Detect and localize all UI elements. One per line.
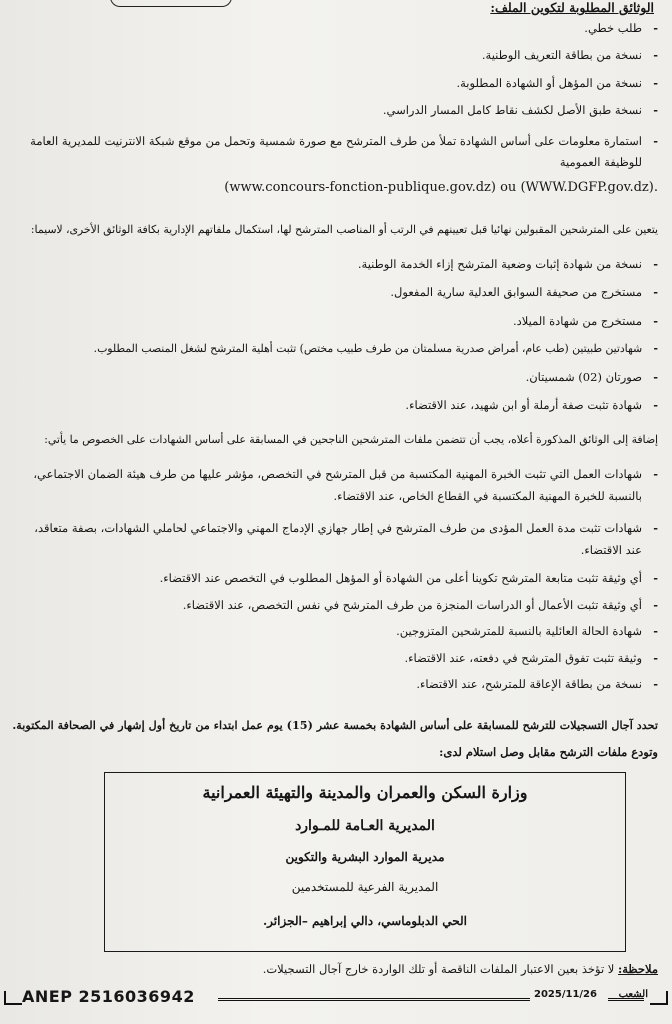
list-item: - نسخة طبق الأصل لكشف نقاط كامل المسار الدراسي. [18, 103, 658, 117]
list-item: - شهادة تثبت صفة أرملة أو ابن شهيد، عند الاقتضاء. [18, 398, 658, 412]
ministry-name: وزارة السكن والعمران والمدينة والتهيئة العمرانية [202, 783, 528, 802]
newspaper-name: الشعب [618, 989, 648, 1000]
list-item: - أي وثيقة تثبت متابعة المترشح تكوينا أعلى من الشهادة أو المؤهل المطلوب في التخصص عند الاقتضاء. [18, 571, 658, 585]
deadline-text: تحدد آجال التسجيلات للترشح للمسابقة على أساس الشهادة بخمسة عشر (15) يوم عمل ابتداء من تاريخ أول إشهار في الصحافة المكتوبة. [12, 718, 658, 732]
publication-footer [0, 985, 672, 1015]
list-item: - وثيقة تثبت تفوق المترشح في دفعته، عند الاقتضاء. [18, 651, 658, 665]
required-documents-list [18, 21, 658, 174]
publication-date: 2025/11/26 [534, 989, 597, 1000]
footer-rule [218, 998, 530, 1001]
anep-reference: ANEP 2516036942 [22, 987, 195, 1006]
corner-mark [650, 991, 668, 1005]
note-label: ملاحظة: [618, 962, 658, 976]
additional-intro: إضافة إلى الوثائق المذكورة أعلاه، يجب أن تتضمن ملفات المترشحين الناجحين في المسابقة على أساس الشهادات على الخصوص ما يأتي: [44, 433, 658, 446]
footer-rule [608, 998, 644, 1001]
sub-directorate: المديرية الفرعية للمستخدمين [291, 880, 439, 894]
hr-directorate: مديرية الموارد البشرية والتكوين [285, 850, 445, 864]
list-item: - صورتان (02) شمسيتان. [18, 370, 658, 384]
websites-line: (www.concours-fonction-publique.gov.dz) ou (WWW.DGFP.gov.dz). [224, 180, 658, 195]
list-item: - طلب خطي. [18, 21, 658, 35]
address-line: الحي الدبلوماسي، دالي إبراهيم –الجزائر. [263, 914, 467, 928]
list-item: - نسخة من المؤهل أو الشهادة المطلوبة. [18, 76, 658, 90]
deposit-text: وتودع ملفات الترشح مقابل وصل استلام لدى: [439, 745, 658, 759]
note-line [10, 962, 658, 976]
list-item: - نسخة من بطاقة الإعاقة للمترشح، عند الاقتضاء. [18, 677, 658, 691]
note-text: لا تؤخذ بعين الاعتبار الملفات الناقصة أو تلك الواردة خارج آجال التسجيلات. [262, 962, 615, 976]
list-item: - شهادات تثبت مدة العمل المؤدى من طرف المترشح في إطار جهازي الإدماج المهني والاجتماعي لحاملي الشهادات، بصفة متعاقد، عند الاقتضاء. [18, 518, 658, 562]
accepted-intro: يتعين على المترشحين المقبولين نهائيا قبل تعيينهم في الرتب أو المناصب المترشح لها، استكمال ملفاتهم الإدارية بكافة الوثائق الأخرى، لاسيما: [30, 223, 658, 236]
list-item: - نسخة من بطاقة التعريف الوطنية. [18, 48, 658, 62]
list-item: - مستخرج من صحيفة السوابق العدلية سارية المفعول. [18, 285, 658, 299]
additional-documents-list [18, 464, 658, 691]
header-fragment [110, 0, 232, 7]
list-item: - شهادتين طبيتين (طب عام، أمراض صدرية مسلمتان من طرف طبيب مختص) تثبت أهلية المترشح لشغل المنصب المطلوب. [18, 342, 658, 355]
list-item: - شهادات العمل التي تثبت الخبرة المهنية المكتسبة من قبل المترشح في التخصص، مؤشر عليها من طرف هيئة الضمان الاجتماعي، بالنسبة للخبرة المهنية المكتسبة في القطاع الخاص، عند الاقتضاء. [18, 464, 658, 508]
list-item: - استمارة معلومات على أساس الشهادة تملأ من طرف المترشح مع صورة شمسية وتحمل من موقع شبكة الانترنيت للمديرية العامة للوظيفة العمومية [18, 131, 658, 175]
list-item: - شهادة الحالة العائلية بالنسبة للمترشحين المتزوجين. [18, 624, 658, 638]
list-item: - أي وثيقة تثبت الأعمال أو الدراسات المنجزة من طرف المترشح في نفس التخصص، عند الاقتضاء. [18, 598, 658, 612]
list-item: - نسخة من شهادة إثبات وضعية المترشح إزاء الخدمة الوطنية. [18, 257, 658, 271]
address-box [104, 772, 626, 952]
accepted-documents-list [18, 257, 658, 412]
corner-mark [4, 991, 22, 1005]
general-directorate: المديرية العـامة للمـوارد [295, 818, 435, 834]
list-item: - مستخرج من شهادة الميلاد. [18, 314, 658, 328]
documents-heading: الوثائق المطلوبة لتكوين الملف: [490, 0, 654, 15]
